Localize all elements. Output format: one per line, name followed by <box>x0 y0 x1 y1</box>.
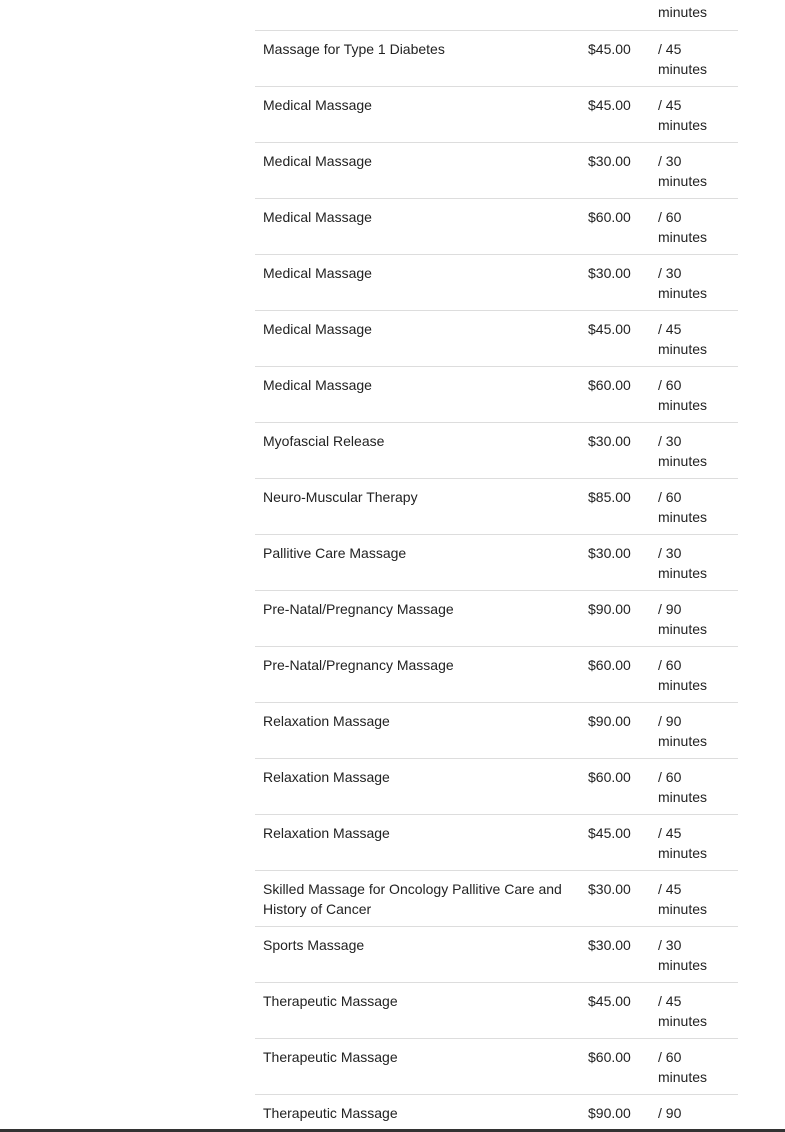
service-duration: / 60 <box>658 488 682 505</box>
service-duration-cell <box>649 254 738 310</box>
service-row <box>255 310 738 366</box>
service-name: Medical Massage <box>255 142 584 198</box>
service-name: Neuro-Muscular Therapy <box>255 478 584 534</box>
service-name: Pre-Natal/Pregnancy Massage <box>255 590 584 646</box>
service-price: $90.00 <box>584 702 649 758</box>
service-duration-cell <box>649 422 738 478</box>
service-duration-unit: minutes <box>658 732 708 749</box>
service-duration: / 60 <box>658 768 682 785</box>
service-duration: / 60 <box>658 1048 682 1065</box>
service-duration: / 90 <box>658 600 682 617</box>
service-price: $30.00 <box>584 422 649 478</box>
service-duration: / 30 <box>658 936 682 953</box>
service-duration-unit: minutes <box>658 620 708 637</box>
service-price: $90.00 <box>584 590 649 646</box>
service-price: $85.00 <box>584 478 649 534</box>
service-duration-unit: minutes <box>658 564 708 581</box>
service-row <box>255 1094 738 1132</box>
service-duration-cell <box>649 926 738 982</box>
service-row <box>255 254 738 310</box>
service-price: $45.00 <box>584 814 649 870</box>
service-name: Medical Massage <box>255 310 584 366</box>
service-row <box>255 366 738 422</box>
service-row <box>255 590 738 646</box>
service-duration: / 45 <box>658 880 682 897</box>
service-price: $60.00 <box>584 758 649 814</box>
service-duration-unit: minutes <box>658 900 708 917</box>
service-duration: / 45 <box>658 992 682 1009</box>
service-name: Therapeutic Massage <box>255 1038 584 1094</box>
service-duration-unit: minutes <box>658 1068 708 1085</box>
service-row <box>255 422 738 478</box>
service-duration: / 45 <box>658 320 682 337</box>
service-duration-cell <box>649 534 738 590</box>
service-row <box>255 86 738 142</box>
service-name: Myofascial Release <box>255 422 584 478</box>
service-price: $60.00 <box>584 646 649 702</box>
service-duration: / 45 <box>658 40 682 57</box>
service-name: Relaxation Massage <box>255 702 584 758</box>
service-row <box>255 1038 738 1094</box>
service-name: Skilled Massage for Oncology Pallitive Care and History of Cancer <box>255 870 584 926</box>
service-duration-cell <box>649 758 738 814</box>
service-name: Medical Massage <box>255 86 584 142</box>
service-duration-unit: minutes <box>658 172 708 189</box>
service-duration-unit: minutes <box>658 676 708 693</box>
service-duration: / 30 <box>658 544 682 561</box>
service-name: Therapeutic Massage <box>255 1094 584 1132</box>
service-duration-cell <box>649 142 738 198</box>
service-duration-unit: minutes <box>658 508 708 525</box>
service-name: Relaxation Massage <box>255 758 584 814</box>
service-duration-unit: minutes <box>658 396 708 413</box>
service-name: Relaxation Massage <box>255 814 584 870</box>
service-duration-cell <box>649 702 738 758</box>
service-name: Medical Massage <box>255 198 584 254</box>
service-duration: / 90 <box>658 1104 682 1121</box>
service-duration-unit: minutes <box>658 452 708 469</box>
service-duration-unit: minutes <box>658 1012 708 1029</box>
service-duration-cell <box>649 1094 738 1132</box>
service-duration: / 30 <box>658 152 682 169</box>
service-price: $30.00 <box>584 254 649 310</box>
service-duration-unit: minutes <box>658 956 708 973</box>
service-name: Therapeutic Massage <box>255 982 584 1038</box>
service-duration-unit: minutes <box>658 228 708 245</box>
service-duration: / 90 <box>658 712 682 729</box>
service-row <box>255 646 738 702</box>
service-duration: / 45 <box>658 96 682 113</box>
service-duration-cell <box>649 590 738 646</box>
service-name: Medical Massage <box>255 366 584 422</box>
service-price: $30.00 <box>584 534 649 590</box>
service-duration-cell <box>649 366 738 422</box>
service-price: $45.00 <box>584 30 649 86</box>
service-duration-cell <box>649 0 738 30</box>
service-duration-cell <box>649 310 738 366</box>
service-name: Sports Massage <box>255 926 584 982</box>
service-duration-cell <box>649 86 738 142</box>
service-duration: / 60 <box>658 376 682 393</box>
service-row <box>255 926 738 982</box>
service-price: $90.00 <box>584 1094 649 1132</box>
service-row <box>255 142 738 198</box>
service-duration-unit: minutes <box>658 340 708 357</box>
service-duration-cell <box>649 982 738 1038</box>
service-duration-unit: minutes <box>658 116 708 133</box>
service-duration-cell <box>649 30 738 86</box>
service-row <box>255 534 738 590</box>
service-duration-unit: minutes <box>658 4 708 20</box>
service-price: $60.00 <box>584 366 649 422</box>
service-name: Pallitive Care Massage <box>255 534 584 590</box>
service-duration-unit: minutes <box>658 844 708 861</box>
service-duration-cell <box>649 870 738 926</box>
service-duration-cell <box>649 478 738 534</box>
service-duration: / 30 <box>658 432 682 449</box>
service-row <box>255 0 738 30</box>
service-duration-cell <box>649 1038 738 1094</box>
service-duration: / 30 <box>658 264 682 281</box>
service-price: $45.00 <box>584 310 649 366</box>
service-name: Pre-Natal/Pregnancy Massage <box>255 646 584 702</box>
service-price: $60.00 <box>584 1038 649 1094</box>
service-name: Medical Massage <box>255 254 584 310</box>
service-price: $45.00 <box>584 86 649 142</box>
service-name: Massage for Type 1 Diabetes <box>255 30 584 86</box>
service-duration-cell <box>649 646 738 702</box>
service-row <box>255 702 738 758</box>
services-table-body <box>255 0 738 1132</box>
service-duration: / 60 <box>658 208 682 225</box>
service-price: $30.00 <box>584 926 649 982</box>
service-row <box>255 478 738 534</box>
service-price: $60.00 <box>584 198 649 254</box>
service-price: $30.00 <box>584 870 649 926</box>
service-duration: / 45 <box>658 824 682 841</box>
service-price <box>584 0 649 30</box>
service-price: $30.00 <box>584 142 649 198</box>
service-duration-unit: minutes <box>658 284 708 301</box>
service-row <box>255 814 738 870</box>
service-duration-unit: minutes <box>658 788 708 805</box>
service-duration-cell <box>649 814 738 870</box>
service-row <box>255 870 738 926</box>
service-row <box>255 30 738 86</box>
service-name <box>255 0 584 30</box>
service-duration: / 60 <box>658 656 682 673</box>
service-row <box>255 198 738 254</box>
service-price: $45.00 <box>584 982 649 1038</box>
service-row <box>255 982 738 1038</box>
services-price-table <box>255 0 738 1132</box>
service-duration-unit: minutes <box>658 60 708 77</box>
service-duration-cell <box>649 198 738 254</box>
service-row <box>255 758 738 814</box>
